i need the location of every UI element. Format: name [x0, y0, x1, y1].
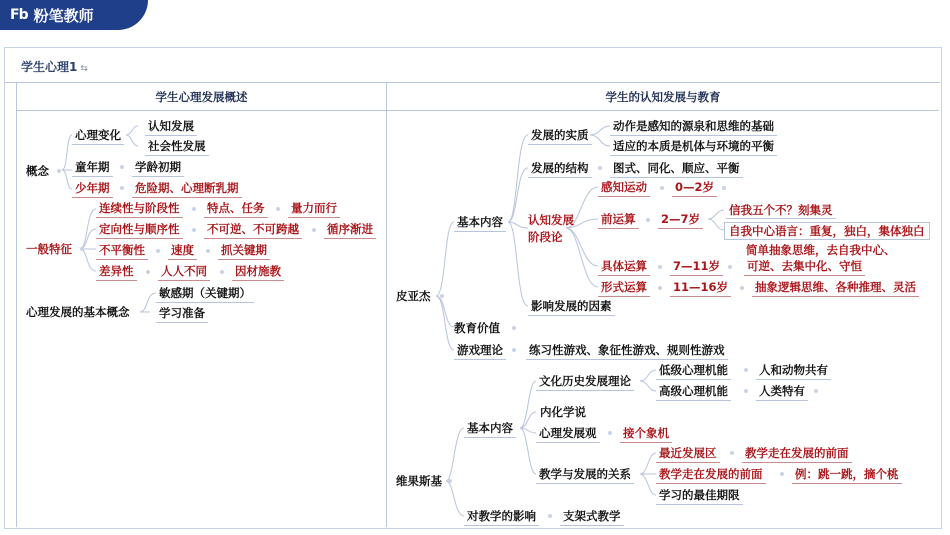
collapse-dot[interactable]: [120, 186, 124, 190]
stage-sensorimotor: 感知运动: [598, 179, 650, 197]
concrete-note-2: 可逆、去集中化、守恒: [744, 258, 865, 276]
collapse-dot[interactable]: [598, 166, 602, 170]
vygotsky-label: 维果斯基: [396, 474, 442, 488]
collapse-dot[interactable]: [658, 265, 662, 269]
collapse-dot[interactable]: [192, 207, 196, 211]
column-divider: [386, 82, 387, 527]
feature-row-3-detail: 速度: [168, 242, 197, 260]
concrete-note-1: 简单抽象思维，去自我中心、: [746, 243, 896, 257]
header-divider: [17, 110, 939, 111]
collapse-dot[interactable]: [448, 479, 452, 483]
stage-concrete: 具体运算: [598, 258, 650, 276]
change-item-cognitive: 认知发展: [145, 118, 197, 136]
piaget-essence: 发展的实质: [528, 127, 592, 145]
concept-change: 心理变化: [72, 127, 124, 145]
feature-row-3-name: 不平衡性: [96, 242, 148, 260]
vygotsky-view: 心理发展观: [536, 425, 600, 443]
collapse-dot[interactable]: [728, 265, 732, 269]
vygotsky-high: 高级心理机能: [656, 383, 731, 401]
influence-value: 支架式教学: [560, 508, 624, 526]
collapse-dot[interactable]: [220, 270, 224, 274]
piaget-basic: 基本内容: [454, 214, 506, 232]
feature-row-4-name: 差异性: [96, 263, 137, 281]
vygotsky-low: 低级心理机能: [656, 362, 731, 380]
brand-name: 粉笔教师: [33, 6, 94, 25]
feature-row-3-principle: 抓关键期: [218, 242, 270, 260]
vygotsky-internal: 内化学说: [540, 405, 586, 419]
sheet-title: [21, 58, 88, 75]
stage-theory-line2: 阶段论: [528, 230, 563, 244]
basic-concepts-label: 心理发展的基本概念: [26, 305, 130, 319]
collapse-dot[interactable]: [156, 249, 160, 253]
collapse-dot[interactable]: [722, 186, 726, 190]
feature-row-4-detail: 人人不同: [158, 263, 210, 281]
vygotsky-culture: 文化历史发展理论: [536, 373, 634, 391]
stage-formal: 形式运算: [598, 279, 650, 297]
collapse-dot[interactable]: [608, 431, 612, 435]
left-column-header: 学生心理发展概述: [155, 90, 248, 104]
view-value: 接个象机: [620, 425, 672, 443]
essence-item-2: 适应的本质是机体与环境的平衡: [610, 138, 777, 156]
piaget-play: 游戏理论: [454, 342, 506, 360]
zpd: 最近发展区: [656, 445, 720, 463]
stage-formal-age: 11—16岁: [670, 279, 731, 297]
collapse-dot[interactable]: [120, 165, 124, 169]
collapse-dot[interactable]: [740, 286, 744, 290]
collapse-dot[interactable]: [512, 326, 516, 330]
youth-value: 危险期、心理断乳期: [132, 180, 242, 198]
stage-theory-line1: 认知发展: [528, 213, 574, 227]
feature-row-1-name: 连续性与阶段性: [96, 200, 183, 218]
collapse-dot[interactable]: [814, 389, 818, 393]
stage-preop-age: 2—7岁: [658, 211, 703, 229]
collapse-dot[interactable]: [57, 169, 61, 173]
zpd-value: 教学走在发展的前面: [742, 445, 852, 463]
collapse-dot[interactable]: [276, 207, 280, 211]
formal-note-1: 抽象逻辑思维、各种推理、灵活: [752, 279, 919, 297]
brand-mark-icon: Fb: [10, 7, 28, 23]
teaching-ahead-value: 例：跳一跳，摘个桃: [792, 466, 902, 484]
link-icon: ⇆: [80, 64, 88, 74]
collapse-dot[interactable]: [744, 368, 748, 372]
collapse-dot[interactable]: [658, 286, 662, 290]
collapse-dot[interactable]: [548, 514, 552, 518]
feature-row-1-detail: 特点、任务: [204, 200, 268, 218]
stage-sensorimotor-age: 0—2岁: [672, 179, 717, 197]
essence-item-1: 动作是感知的源泉和思维的基础: [610, 118, 777, 136]
collapse-dot[interactable]: [192, 228, 196, 232]
play-value: 练习性游戏、象征性游戏、规则性游戏: [526, 342, 728, 360]
collapse-dot[interactable]: [206, 249, 210, 253]
feature-row-2-detail: 不可逆、不可跨越: [204, 221, 302, 239]
vygotsky-influence: 对教学的影响: [464, 508, 539, 526]
title-divider: [5, 82, 940, 83]
feature-row-4-principle: 因材施教: [232, 263, 284, 281]
high-value: 人类特有: [756, 383, 808, 401]
change-item-social: 社会性发展: [145, 138, 209, 156]
feature-row-2-principle: 循序渐进: [324, 221, 376, 239]
piaget-edu-value: 教育价值: [454, 321, 500, 335]
left-border: [16, 82, 17, 527]
collapse-dot[interactable]: [660, 186, 664, 190]
concept-childhood: 童年期: [72, 159, 113, 177]
collapse-dot[interactable]: [730, 451, 734, 455]
collapse-dot[interactable]: [780, 472, 784, 476]
feature-row-2-name: 定向性与顺序性: [96, 221, 183, 239]
vygotsky-basic: 基本内容: [464, 420, 516, 438]
brand-logo: [0, 0, 148, 30]
basic-item-sensitive: 敏感期（关键期）: [156, 285, 254, 303]
collapse-dot[interactable]: [80, 247, 84, 251]
right-column-header: 学生的认知发展与教育: [605, 90, 721, 104]
collapse-dot[interactable]: [646, 218, 650, 222]
best-period: 学习的最佳期限: [656, 487, 743, 505]
piaget-factors: 影响发展的因素: [528, 298, 615, 316]
preop-note-2: 自我中心语言：重复，独白，集体独白: [724, 222, 930, 240]
collapse-dot[interactable]: [312, 228, 316, 232]
feature-row-1-principle: 量力而行: [288, 200, 340, 218]
features-label: 一般特征: [26, 242, 72, 256]
concept-label: 概念: [26, 164, 49, 178]
teaching-ahead: 教学走在发展的前面: [656, 466, 766, 484]
piaget-label: 皮亚杰: [396, 289, 431, 303]
collapse-dot[interactable]: [146, 270, 150, 274]
low-value: 人和动物共有: [756, 362, 831, 380]
stage-theory: [528, 212, 574, 246]
collapse-dot[interactable]: [512, 348, 516, 352]
collapse-dot[interactable]: [440, 294, 444, 298]
sheet-title-text: 学生心理1: [21, 60, 78, 74]
collapse-dot[interactable]: [744, 389, 748, 393]
preop-note-1: 信我五个不？刻集灵: [726, 202, 836, 219]
concept-youth: 少年期: [72, 180, 113, 198]
vygotsky-relation: 教学与发展的关系: [536, 466, 634, 484]
stage-concrete-age: 7—11岁: [670, 258, 723, 276]
stage-preop: 前运算: [598, 211, 639, 229]
childhood-value: 学龄初期: [132, 159, 184, 177]
piaget-structure: 发展的结构: [528, 160, 592, 178]
basic-item-readiness: 学习准备: [156, 305, 208, 323]
structure-value: 图式、同化、顺应、平衡: [610, 160, 743, 178]
